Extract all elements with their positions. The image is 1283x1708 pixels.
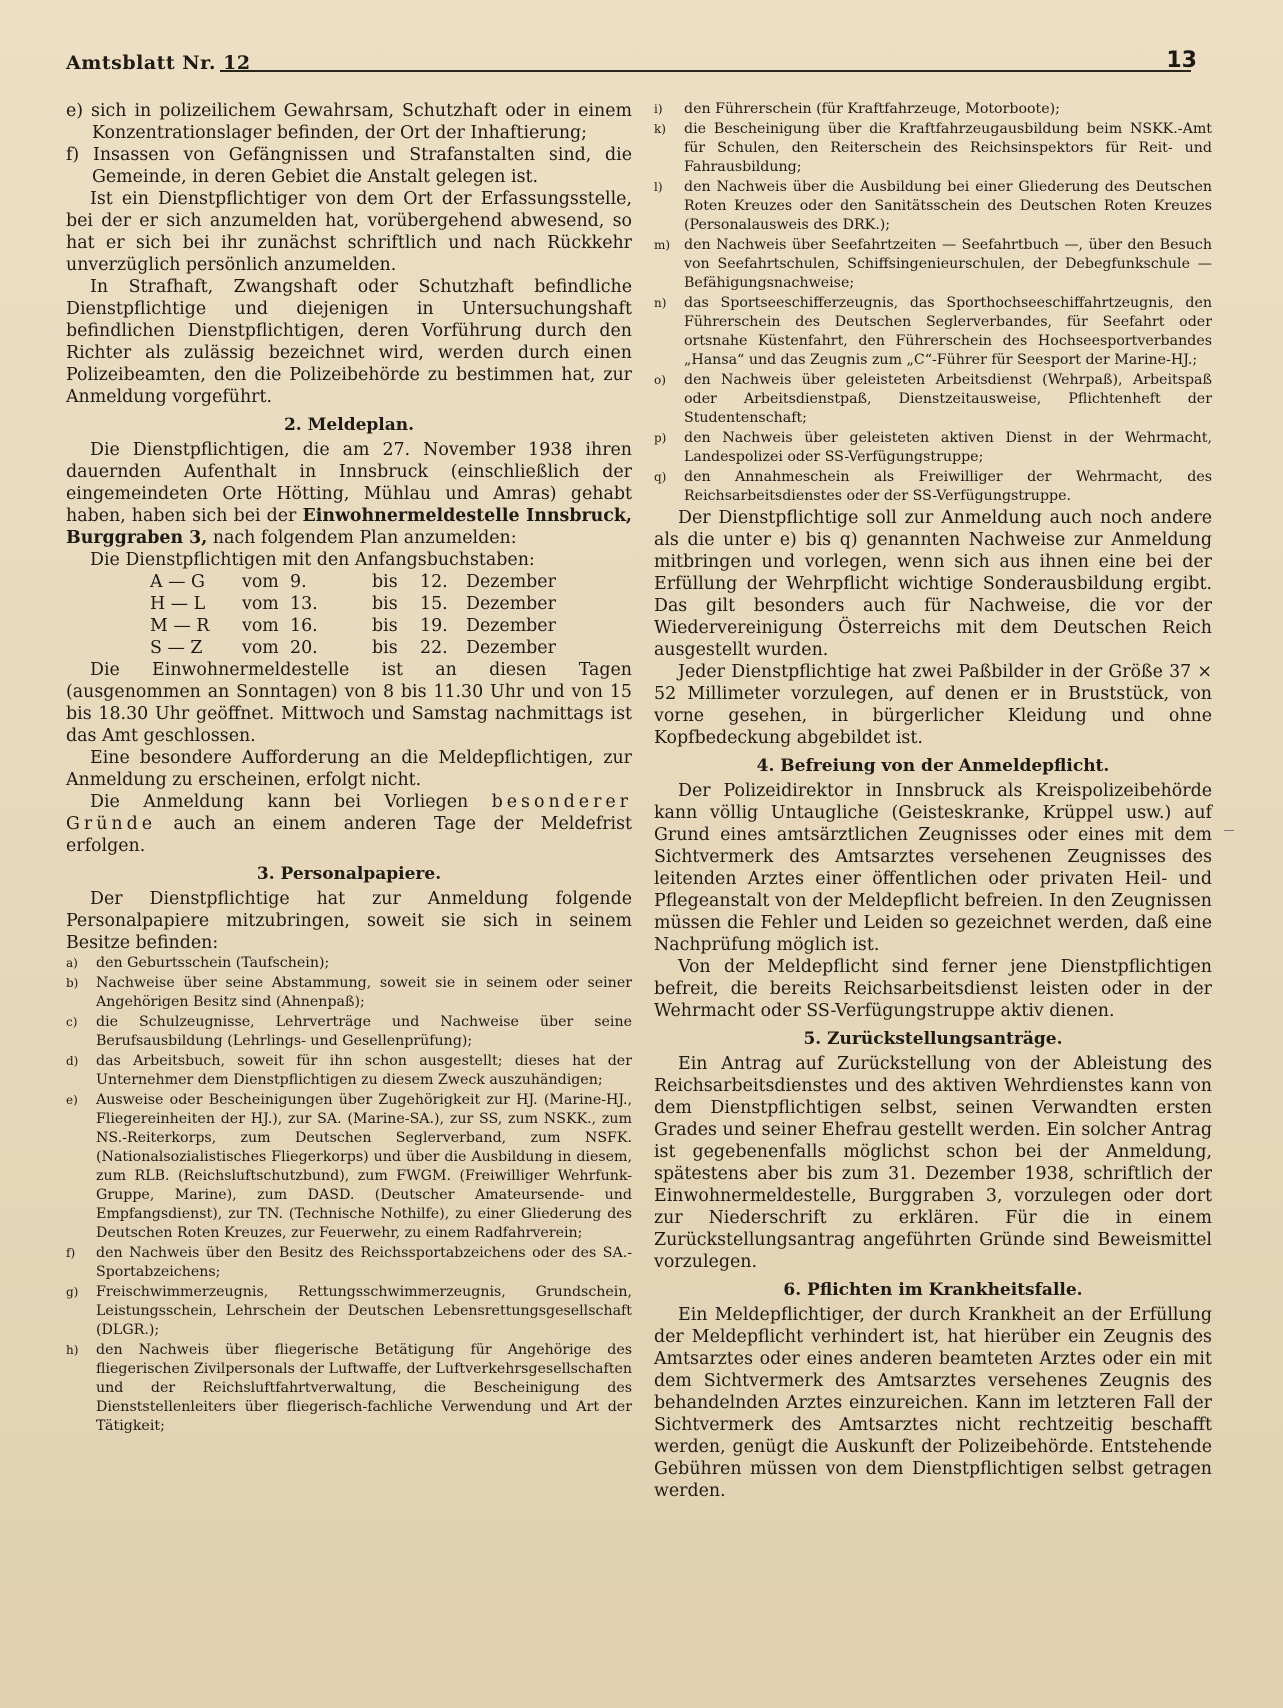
- left-paragraph-1: Ist ein Dienstpflichtiger von dem Ort der Erfassungsstelle, bei der er sich anzumelden hat, vorübergehend abwesend, so hat er sich bei ihr zunächst schriftlich und nach Rückkehr unverzüglich persönlich anzumelden.: [66, 189, 632, 275]
- schedule-from: 20.: [290, 638, 318, 658]
- schedule-from: 16.: [290, 616, 318, 636]
- schedule-to: 15.: [420, 594, 448, 614]
- schedule-bis: bis: [372, 638, 398, 658]
- list-item: [654, 120, 1212, 177]
- section-4-heading: 4. Befreiung von der Anmeldepflicht.: [756, 756, 1110, 776]
- list-text: Nachweise über seine Abstammung, soweit sie in seinem oder seiner Angehörigen Besitz sind (Ahnenpaß);: [96, 975, 632, 1010]
- list-item: [66, 954, 632, 973]
- section-3-heading: 3. Personalpapiere.: [256, 864, 442, 884]
- para-7-start: Die Anmeldung kann bei Vorliegen: [90, 792, 469, 812]
- right-paragraph-6: Ein Meldepflichtiger, der durch Krankheit an der Erfüllung der Meldepflicht verhindert ist, hat hierüber ein Zeugnis des Amtsarztes oder eines anderen beamteten Arztes oder ein mit dem Sichtvermerk des Amtsarztes versehenes Zeugnis des behandelnden Arztes einzureichen. Kann im letzteren Fall der Sichtvermerk des Amtsarztes nicht rechtzeitig beschafft werden, genügt die Auskunft der Polizeibehörde. Entstehende Gebühren müssen von dem Dienstpflichtigen selbst getragen werden.: [654, 1305, 1212, 1501]
- list-key: k): [654, 122, 666, 136]
- left-item-e: e) sich in polizeilichem Gewahrsam, Schutzhaft oder in einem Konzentrationslager befinden, der Ort der Inhaftierung;: [66, 101, 632, 143]
- list-key: m): [654, 238, 671, 252]
- right-paragraph-2: Jeder Dienstpflichtige hat zwei Paßbilder in der Größe 37 × 52 Millimeter vorzulegen, auf denen er in Bruststück, von vorne gesehen, in bürgerlicher Kleidung und ohne Kopfbedeckung abgebildet ist.: [654, 662, 1212, 748]
- list-item: [66, 1052, 632, 1090]
- page-number: 13: [1166, 48, 1197, 73]
- list-item: [66, 1091, 632, 1243]
- list-key: h): [66, 1343, 79, 1357]
- para-3-end: nach folgendem Plan anzumelden:: [212, 528, 517, 548]
- list-key: c): [66, 1015, 78, 1029]
- para-3-address: Einwohnermeldestelle Innsbruck, Burggraben 3,: [66, 506, 632, 548]
- schedule-table: [66, 571, 632, 659]
- list-key: p): [654, 431, 667, 445]
- list-text: den Annahmeschein als Freiwilliger der Wehrmacht, des Reichsarbeitsdienstes oder der SS-Verfügungstruppe.: [684, 469, 1212, 504]
- list-item: [654, 100, 1212, 119]
- schedule-von: vom: [242, 638, 279, 658]
- schedule-to: 22.: [420, 638, 448, 658]
- list-key: l): [654, 180, 663, 194]
- list-key: o): [654, 373, 666, 387]
- right-paragraph-3: Der Polizeidirektor in Innsbruck als Kreispolizeibehörde kann völlig Untaugliche (Geisteskranke, Krüppel usw.) auf Grund eines amtsärztlichen Zeugnisses oder eines mit dem Sichtvermerk des Amtsarztes versehenen Zeugnisses des leitenden Arztes einer öffentlichen oder privaten Heil- und Pflegeanstalt von der Meldepflicht befreien. In den Zeugnissen müssen die Fehler und Leiden so gezeichnet werden, daß eine Nachprüfung möglich ist.: [654, 781, 1212, 955]
- document-list-left: [66, 954, 632, 1436]
- schedule-to: 19.: [420, 616, 448, 636]
- schedule-row: [66, 615, 632, 637]
- schedule-month: Dezember: [466, 572, 556, 592]
- section-5-heading: 5. Zurückstellungsanträge.: [803, 1029, 1063, 1049]
- list-item: [66, 1283, 632, 1340]
- list-text: den Geburtsschein (Taufschein);: [96, 955, 330, 971]
- list-key: b): [66, 976, 79, 990]
- left-paragraph-2: In Strafhaft, Zwangshaft oder Schutzhaft befindliche Dienstpflichtige und diejenigen in Untersuchungshaft befindlichen Dienstpflichtigen, deren Vorführung durch den Richter als zulässig bezeichnet wird, werden durch einen Polizeibeamten, den die Polizeibehörde zu bestimmen hat, zur Anmeldung vorgeführt.: [66, 277, 632, 407]
- list-text: die Bescheinigung über die Kraftfahrzeugausbildung beim NSKK.-Amt für Schulen, den Reiterschein des Reichsinspektors für Reit- und Fahrausbildung;: [684, 121, 1212, 175]
- schedule-bis: bis: [372, 572, 398, 592]
- list-key: i): [654, 102, 663, 116]
- schedule-row: [66, 593, 632, 615]
- schedule-von: vom: [242, 616, 279, 636]
- left-paragraph-4: Die Dienstpflichtigen mit den Anfangsbuchstaben:: [90, 550, 535, 570]
- list-text: den Führerschein (für Kraftfahrzeuge, Motorboote);: [684, 101, 1060, 117]
- list-key: g): [66, 1285, 79, 1299]
- list-text: das Arbeitsbuch, soweit für ihn schon ausgestellt; dieses hat der Unternehmer dem Dienstpflichtigen zu diesem Zweck auszuhändigen;: [96, 1053, 632, 1088]
- left-column: [66, 100, 632, 1437]
- left-paragraph-7: [66, 791, 632, 857]
- schedule-group: S — Z: [150, 638, 203, 658]
- schedule-von: vom: [242, 572, 279, 592]
- list-text: den Nachweis über fliegerische Betätigung für Angehörige des fliegerischen Zivilpersonals der Luftwaffe, der Luftverkehrsgesellschaften und der Reichsluftfahrtverwaltung, die Bescheinigung des Dienststellenleiters über fliegerisch-fachliche Verwendung und Art der Tätigkeit;: [96, 1342, 632, 1434]
- list-text: Ausweise oder Bescheinigungen über Zugehörigkeit zur HJ. (Marine-HJ., Fliegereinheiten der HJ.), zur SA. (Marine-SA.), zur SS, zum NSKK., zum NS.-Reiterkorps, zum Deutschen Seglerverband, zum NSFK. (Nationalsozialistisches Fliegerkorps) und über die Ausbildung in diesem, zum RLB. (Reichsluftschutzbund), zum FWGM. (Freiwilliger Wehrfunk-Gruppe, Marine), zum DASD. (Deutscher Amateursende- und Empfangsdienst), zur TN. (Technische Nothilfe), zu einer Gliederung des Deutschen Roten Kreuzes, zur Feuerwehr, zu einem Radfahrverein;: [96, 1092, 632, 1241]
- section-2-heading: 2. Meldeplan.: [283, 415, 415, 435]
- left-paragraph-3: [66, 439, 632, 549]
- schedule-group: M — R: [150, 616, 210, 636]
- list-text: den Nachweis über die Ausbildung bei einer Gliederung des Deutschen Roten Kreuzes oder den Sanitätsschein des Deutschen Roten Kreuzes (Personalausweis des DRK.);: [684, 179, 1212, 233]
- left-item-f: f) Insassen von Gefängnissen und Strafanstalten sind, die Gemeinde, in deren Gebiet die Anstalt gelegen ist.: [66, 145, 632, 187]
- list-key: a): [66, 956, 78, 970]
- list-key: e): [66, 1093, 78, 1107]
- list-item: [654, 468, 1212, 506]
- margin-mark: [1224, 830, 1234, 832]
- para-3-start: Die Dienstpflichtigen, die am 27. November 1938 ihren dauernden Aufenthalt in Innsbruck (einschließlich der eingemeindeten Orte Hötting, Mühlau und Amras) gehabt haben, haben sich bei der: [66, 440, 632, 526]
- schedule-group: H — L: [150, 594, 206, 614]
- list-item: [654, 294, 1212, 370]
- list-text: Freischwimmerzeugnis, Rettungsschwimmerzeugnis, Grundschein, Leistungsschein, Lehrschein der Deutschen Lebensrettungsgesellschaft (DLGR.);: [96, 1284, 632, 1338]
- list-item: [654, 236, 1212, 293]
- list-item: [654, 429, 1212, 467]
- schedule-von: vom: [242, 594, 279, 614]
- schedule-month: Dezember: [466, 594, 556, 614]
- schedule-group: A — G: [150, 572, 205, 592]
- para-7-spaced: besonderer Gründe: [66, 792, 632, 834]
- list-text: den Nachweis über Seefahrtzeiten — Seefahrtbuch —, über den Besuch von Seefahrtschulen, Schiffsingenieurschulen, der Debegfunkschule — Befähigungsnachweise;: [684, 237, 1212, 291]
- section-6-heading: 6. Pflichten im Krankheitsfalle.: [783, 1280, 1083, 1300]
- schedule-bis: bis: [372, 616, 398, 636]
- list-item: [66, 1341, 632, 1436]
- list-item: [66, 1013, 632, 1051]
- list-item: [654, 371, 1212, 428]
- schedule-bis: bis: [372, 594, 398, 614]
- header-title: Amtsblatt Nr. 12: [66, 52, 251, 74]
- schedule-from: 9.: [290, 572, 307, 592]
- list-item: [654, 178, 1212, 235]
- header-rule: [220, 70, 1191, 72]
- list-item: [66, 974, 632, 1012]
- list-text: die Schulzeugnisse, Lehrverträge und Nachweise über seine Berufsausbildung (Lehrlings- und Gesellenprüfung);: [96, 1014, 632, 1049]
- para-7-end: auch an einem anderen Tage der Meldefrist erfolgen.: [66, 814, 632, 856]
- list-text: den Nachweis über den Besitz des Reichssportabzeichens oder des SA.-Sportabzeichens;: [96, 1245, 632, 1280]
- schedule-to: 12.: [420, 572, 448, 592]
- list-key: q): [654, 470, 667, 484]
- schedule-month: Dezember: [466, 638, 556, 658]
- list-text: das Sportseeschifferzeugnis, das Sporthochseeschiffahrtzeugnis, den Führerschein des Deutschen Seglerverbandes, für Seefahrt oder ortsnahe Küstenfahrt, den Führerschein des Hochseesportverbandes „Hansa“ und das Zeugnis zum „C“-Führer für Seesport der Marine-HJ.;: [684, 295, 1212, 368]
- schedule-row: [66, 571, 632, 593]
- list-key: n): [654, 296, 667, 310]
- right-paragraph-4: Von der Meldepflicht sind ferner jene Dienstpflichtigen befreit, die bereits Reichsarbeitsdienst leisten oder in der Wehrmacht oder SS-Verfügungstruppe aktiv dienen.: [654, 957, 1212, 1021]
- list-text: den Nachweis über geleisteten Arbeitsdienst (Wehrpaß), Arbeitspaß oder Arbeitsdienstpaß, Dienstzeitausweise, Pflichtenheft der Studentenschaft;: [684, 372, 1212, 426]
- schedule-row: [66, 637, 632, 659]
- right-paragraph-5: Ein Antrag auf Zurückstellung von der Ableistung des Reichsarbeitsdienstes und des aktiven Wehrdienstes kann von dem Dienstpflichtigen selbst, seinen Verwandten ersten Grades und seiner Ehefrau gestellt werden. Ein solcher Antrag ist gegebenenfalls möglichst schon bei der Anmeldung, spätestens aber bis zum 31. Dezember 1938, schriftlich der Einwohnermeldestelle, Burggraben 3, vorzulegen oder dort zur Niederschrift zu erklären. Für die in einem Zurückstellungsantrag angeführten Gründe sind Beweismittel vorzulegen.: [654, 1054, 1212, 1272]
- schedule-month: Dezember: [466, 616, 556, 636]
- list-key: f): [66, 1246, 76, 1260]
- list-key: d): [66, 1054, 79, 1068]
- schedule-from: 13.: [290, 594, 318, 614]
- left-paragraph-8: Der Dienstpflichtige hat zur Anmeldung folgende Personalpapiere mitzubringen, soweit sie sich in seinem Besitze befinden:: [66, 889, 632, 953]
- left-paragraph-5: Die Einwohnermeldestelle ist an diesen Tagen (ausgenommen an Sonntagen) von 8 bis 11.30 Uhr und von 15 bis 18.30 Uhr geöffnet. Mittwoch und Samstag nachmittags ist das Amt geschlossen.: [66, 660, 632, 746]
- list-text: den Nachweis über geleisteten aktiven Dienst in der Wehrmacht, Landespolizei oder SS-Verfügungstruppe;: [684, 430, 1212, 465]
- left-paragraph-6: Eine besondere Aufforderung an die Meldepflichtigen, zur Anmeldung zu erscheinen, erfolgt nicht.: [66, 748, 632, 790]
- list-item: [66, 1244, 632, 1282]
- document-list-right: [654, 100, 1212, 506]
- right-paragraph-1: Der Dienstpflichtige soll zur Anmeldung auch noch andere als die unter e) bis q) genannten Nachweise zur Anmeldung mitbringen und vorlegen, wenn sich aus ihnen eine bei der Erfüllung der Wehrpflicht wichtige Sonderausbildung ergibt. Das gilt besonders auch für Nachweise, die vor der Wiedervereinigung Österreichs mit dem Deutschen Reich ausgestellt wurden.: [654, 508, 1212, 660]
- right-column: [654, 100, 1212, 1502]
